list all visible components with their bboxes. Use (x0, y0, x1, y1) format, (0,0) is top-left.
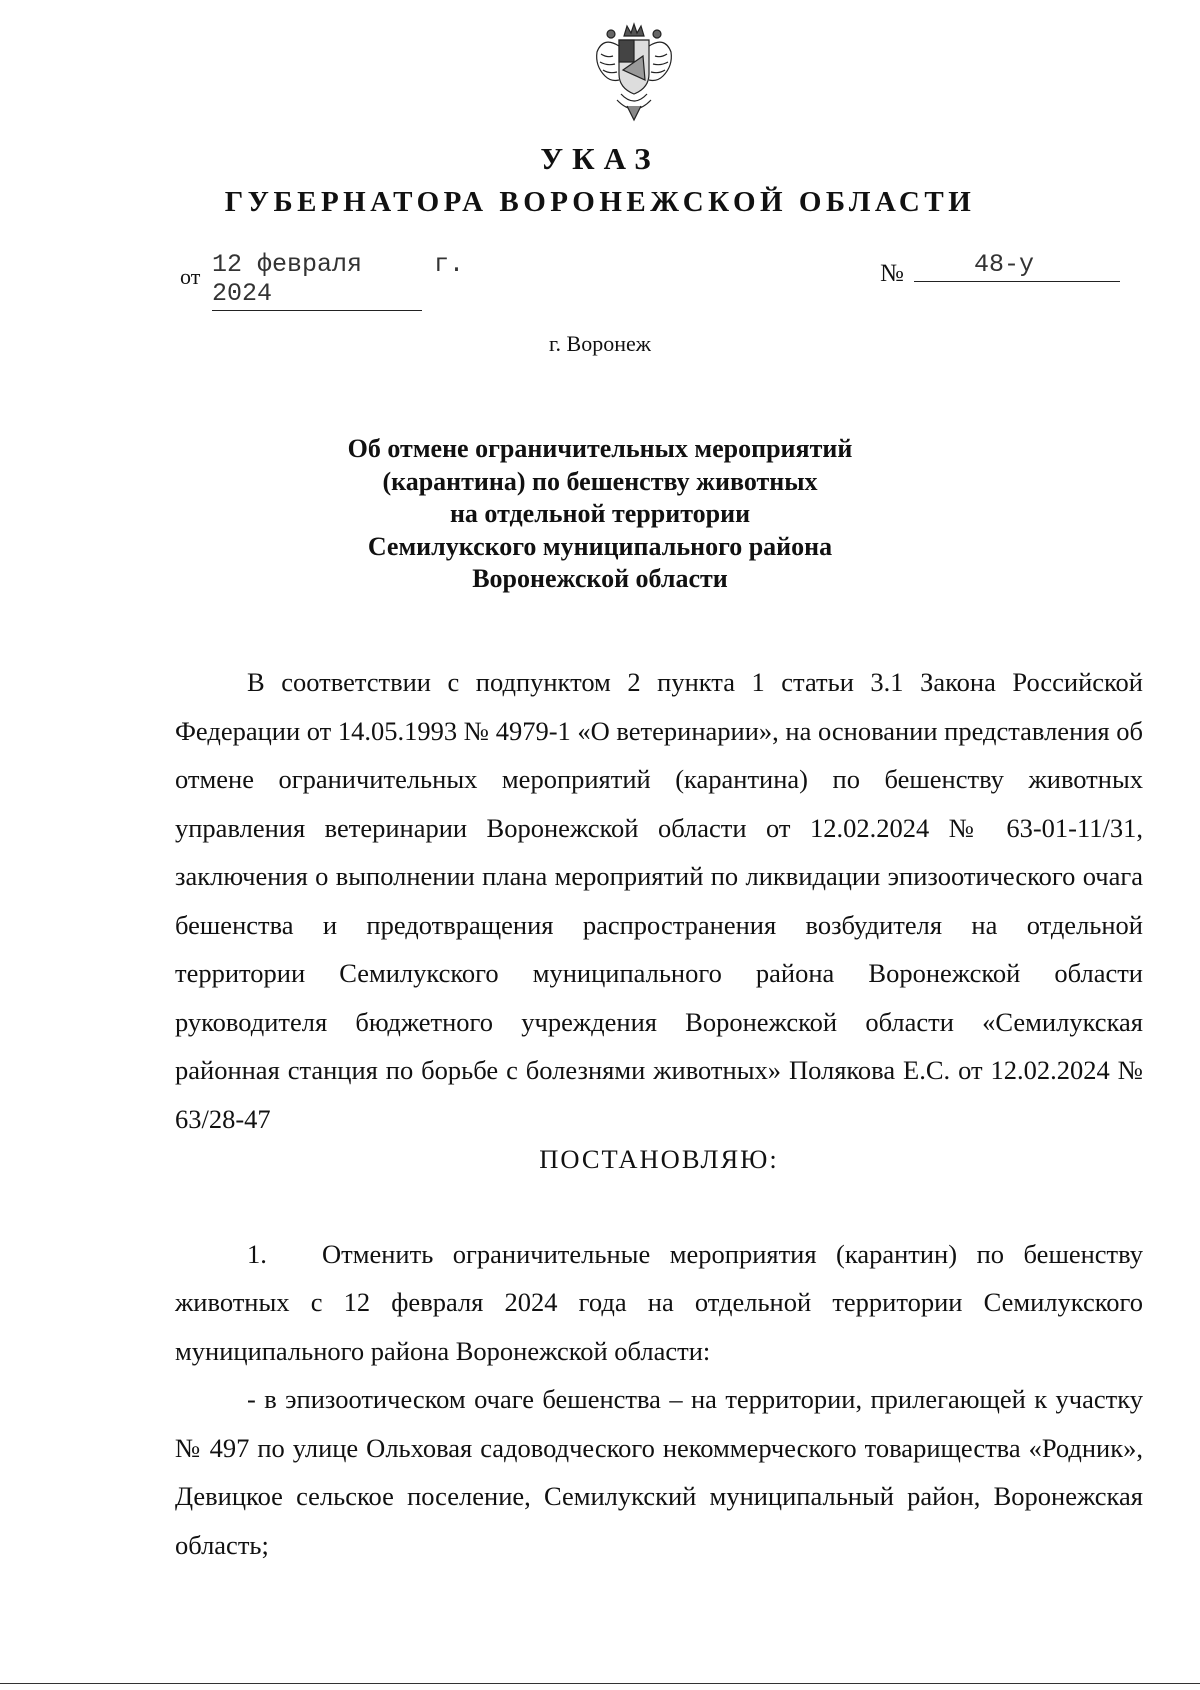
item-1-subpoint: - в эпизоотическом очаге бешенства – на территории, прилегающей к участку № 497 по улице Ольховая садоводческого некоммерческого товарищества «Родник», Девицкое сельское поселение, Семилукский муниципальный район, Воронежская область; (175, 1384, 1143, 1560)
number-value: 48-у (914, 250, 1120, 282)
heading-line: Об отмене ограничительных мероприятий (347, 434, 853, 463)
decree-word: ПОСТАНОВЛЯЮ: (539, 1144, 779, 1174)
issuing-authority: ГУБЕРНАТОРА ВОРОНЕЖСКОЙ ОБЛАСТИ (224, 186, 976, 218)
heading-line: на отдельной территории (449, 499, 751, 528)
coat-of-arms-icon (591, 22, 677, 122)
heading-line: Воронежской области (472, 564, 728, 593)
date-suffix: г. (434, 250, 465, 279)
heading-line: (карантина) по бешенству животных (382, 466, 818, 496)
document-type-title: УКАЗ (540, 141, 660, 176)
item-1 (175, 1230, 1143, 1376)
page-bottom-rule (0, 1683, 1200, 1684)
number-prefix: № (880, 260, 904, 287)
document-body (175, 658, 1143, 1569)
date-value: 12 февраля 2024 (212, 250, 422, 311)
preamble-paragraph: В соответствии с подпунктом 2 пункта 1 статьи 3.1 Закона Российской Федерации от 14.05.1993 № 4979-1 «О ветеринарии», на основании представления об отмене ограничительных мероприятий (карантина) по бешенству животных управления ветеринарии Воронежской области от 12.02.2024 № 63-01-11/31, заключения о выполнении плана мероприятий по ликвидации эпизоотического очага бешенства и предотвращения распространения возбудителя на отдельной территории Семилукского муниципального района Воронежской области руководителя бюджетного учреждения Воронежской области «Семилукская районная станция по борьбе с болезнями животных» Полякова Е.С. от 12.02.2024 № 63/28-47 (175, 667, 1143, 1134)
document-heading (0, 433, 1200, 596)
item-1-number: 1. (247, 1238, 267, 1269)
heading-line: Семилукского муниципального района (367, 531, 833, 561)
issue-city: г. Воронеж (549, 331, 651, 356)
date-prefix: от (180, 264, 201, 289)
item-1-text: Отменить ограничительные мероприятия (карантин) по бешенству животных с 12 февраля 2024 года на отдельной территории Семилукского муниципального района Воронежской области: (175, 1238, 1143, 1366)
